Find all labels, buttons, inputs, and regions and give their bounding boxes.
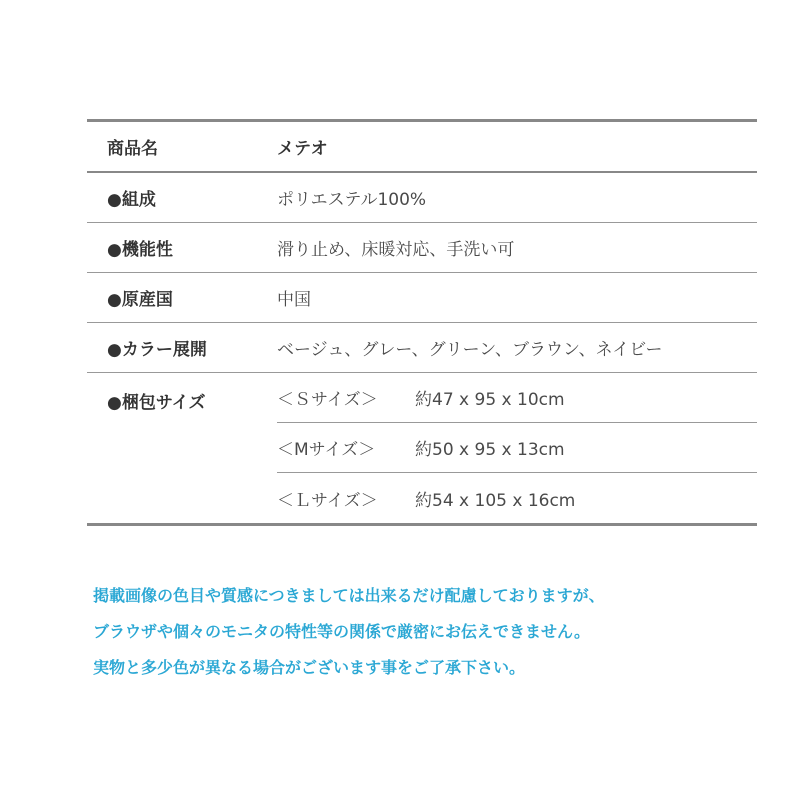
packing-size-s (277, 373, 757, 423)
colors-value: ベージュ、グレー、グリーン、ブラウン、ネイビー (277, 340, 663, 360)
row-function (87, 223, 757, 273)
composition-value: ポリエステル100% (277, 190, 427, 210)
spec-table (87, 119, 757, 526)
function-value: 滑り止め、床暖対応、手洗い可 (277, 240, 515, 260)
size-l-dims: 約54 x 105 x 16cm (415, 490, 576, 511)
origin-value: 中国 (277, 290, 311, 310)
packing-size-list (277, 373, 757, 523)
row-composition (87, 173, 757, 223)
packing-size-m (277, 423, 757, 473)
function-label: ●機能性 (107, 240, 173, 260)
packing-size-l (277, 473, 757, 523)
size-m-name: ＜Mサイズ＞ (277, 440, 376, 460)
packing-size-label: ●梱包サイズ (107, 393, 206, 413)
row-origin (87, 273, 757, 323)
composition-label: ●組成 (107, 190, 156, 210)
row-product-name (87, 122, 757, 173)
disclaimer-line: 掲載画像の色目や質感につきましては出来るだけ配慮しておりますが、 (93, 586, 605, 605)
disclaimer-line: 実物と多少色が異なる場合がございます事をご了承下さい。 (93, 658, 526, 677)
row-packing-size (87, 373, 757, 523)
product-name-value: メテオ (277, 139, 328, 159)
size-s-name: ＜Ｓサイズ＞ (277, 390, 378, 410)
product-name-label: 商品名 (107, 139, 158, 159)
origin-label: ●原産国 (107, 290, 173, 310)
row-colors (87, 323, 757, 373)
size-m-dims: 約50 x 95 x 13cm (415, 440, 565, 460)
color-disclaimer (93, 578, 605, 686)
disclaimer-line: ブラウザや個々のモニタの特性等の関係で厳密にお伝えできません。 (93, 622, 590, 641)
size-l-name: ＜Ｌサイズ＞ (277, 490, 378, 511)
size-s-dims: 約47 x 95 x 10cm (415, 390, 565, 410)
colors-label: ●カラー展開 (107, 340, 207, 360)
